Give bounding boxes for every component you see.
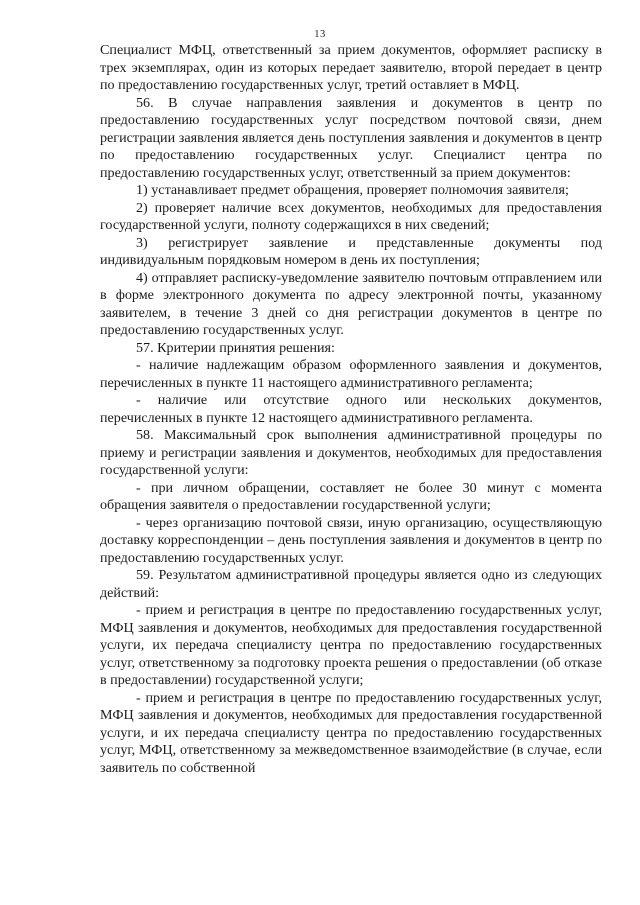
list-item-56-4: 4) отправляет расписку-уведомление заявителю почтовым отправлением или в форме электронного документа по адресу электронной почты, указанному заявителем, в течение 3 дней со дня регистрации документов в центре по предоставлению государственных услуг. (100, 269, 602, 338)
list-item-59-2: - прием и регистрация в центре по предоставлению государственных услуг, МФЦ заявления и документов, необходимых для предоставления государственной услуги, и их передача специалисту центра по предоставлению государственных услуг, МФЦ, ответственному за межведомственное взаимодействие (в случае, если заявитель по собственной (100, 689, 602, 776)
list-item-56-3: 3) регистрирует заявление и представленные документы под индивидуальным порядковым номером в день их поступления; (100, 234, 602, 268)
document-body (100, 42, 602, 777)
list-item-59-1: - прием и регистрация в центре по предоставлению государственных услуг, МФЦ заявления и документов, необходимых для предоставления государственной услуги, их передача специалисту центра по предоставлению государственных услуг, ответственному за подготовку проекта решения о предоставлении (об отказе в предоставлении) государственной услуги; (100, 602, 602, 688)
list-item-56-2: 2) проверяет наличие всех документов, необходимых для предоставления государственной услуги, полноту содержащихся в них сведений; (100, 199, 602, 233)
paragraph-56: 56. В случае направления заявления и документов в центр по предоставлению государственных услуг посредством почтовой связи, днем регистрации заявления является день поступления заявления и документов в центр по предоставлению государственных услуг. Специалист центра по предоставлению государственных услуг, ответственный за прием документов: (100, 94, 602, 181)
list-item-56-1: 1) устанавливает предмет обращения, проверяет полномочия заявителя; (136, 182, 569, 198)
paragraph-58: 58. Максимальный срок выполнения административной процедуры по приему и регистрации заявления и документов, необходимых для предоставления государственной услуги: (100, 427, 602, 478)
paragraph-59: 59. Результатом административной процедуры является одно из следующих действий: (100, 567, 602, 601)
paragraph-57: 57. Критерии принятия решения: (136, 339, 335, 356)
paragraph-mfc-receipt: Специалист МФЦ, ответственный за прием документов, оформляет расписку в трех экземплярах, один из которых передает заявителю, второй передает в центр по предоставлению государственных услуг, третий оставляет в МФЦ. (100, 42, 602, 93)
list-item-58-1: - при личном обращении, составляет не более 30 минут с момента обращения заявителя о предоставлении государственной услуги; (100, 479, 602, 513)
list-item-57-1: - наличие надлежащим образом оформленного заявления и документов, перечисленных в пункте 11 настоящего административного регламента; (100, 357, 602, 391)
list-item-57-2: - наличие или отсутствие одного или нескольких документов, перечисленных в пункте 12 настоящего административного регламента. (100, 392, 602, 426)
page-number: 13 (314, 29, 326, 40)
list-item-58-2: - через организацию почтовой связи, иную организацию, осуществляющую доставку корреспонденции – день поступления заявления и документов в центр по предоставлению государственных услуг. (100, 514, 602, 566)
